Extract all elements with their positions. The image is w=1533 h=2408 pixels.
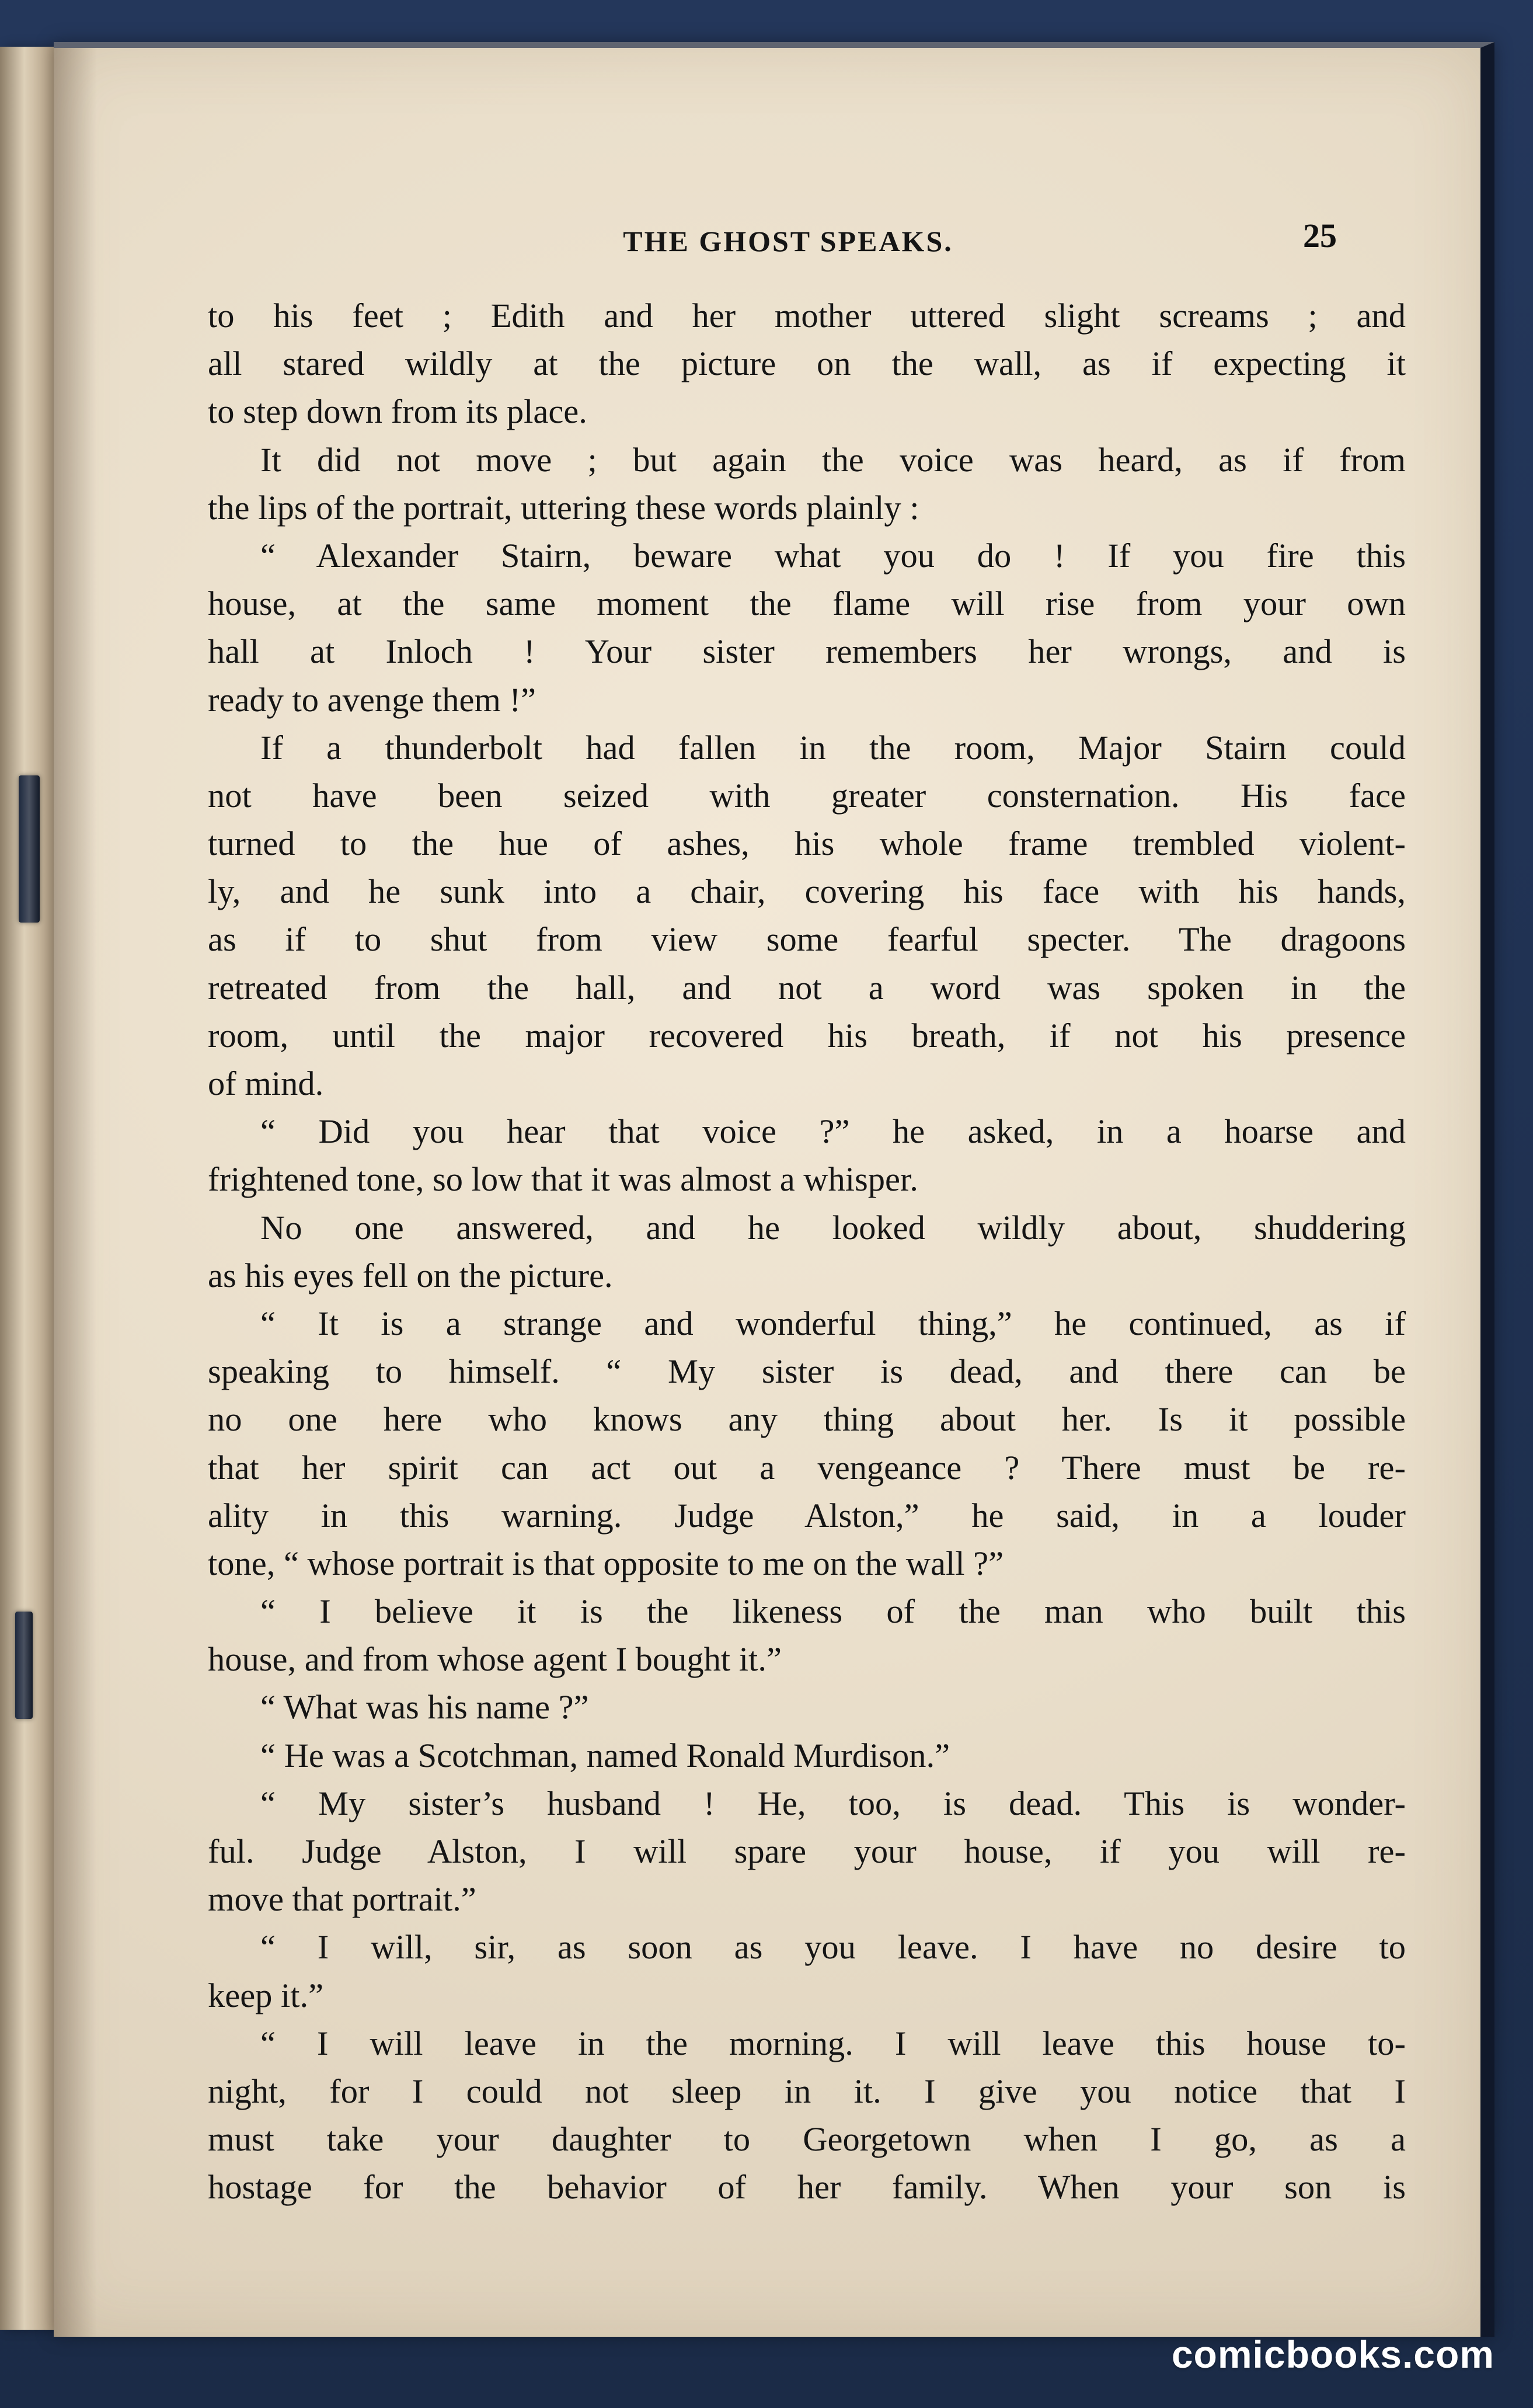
text-line: It did not move ; but again the voice was heard, as if from (260, 440, 1406, 479)
text-line: as his eyes fell on the picture. (208, 1256, 613, 1295)
text-line: “ I will, sir, as soon as you leave. I have no desire to (260, 1928, 1406, 1967)
text-line: If a thunderbolt had fallen in the room, Major Stairn could (260, 728, 1406, 767)
text-line: “ I believe it is the likeness of the man who built this (260, 1592, 1406, 1631)
text-line: room, until the major recovered his breath, if not his presence (208, 1016, 1406, 1055)
text-line: frightened tone, so low that it was almost a whisper. (208, 1160, 918, 1199)
text-line: not have been seized with greater consternation. His face (208, 776, 1406, 815)
text-line: house, at the same moment the flame will rise from your own (208, 584, 1406, 623)
binding-thread (19, 775, 40, 923)
text-line: “ He was a Scotchman, named Ronald Murdison.” (260, 1736, 950, 1774)
text-line: house, and from whose agent I bought it.” (208, 1640, 782, 1679)
text-line: hall at Inloch ! Your sister remembers her wrongs, and is (208, 632, 1406, 671)
text-line: all stared wildly at the picture on the wall, as if expecting it (208, 345, 1406, 383)
text-line: move that portrait.” (208, 1880, 476, 1919)
text-line: the lips of the portrait, uttering these words plainly : (208, 488, 919, 527)
page-number: 25 (1303, 217, 1337, 255)
running-head: THE GHOST SPEAKS. (623, 225, 953, 257)
text-line: that her spirit can act out a vengeance ? There must be re- (208, 1448, 1406, 1487)
text-line: night, for I could not sleep in it. I give you notice that I (208, 2072, 1406, 2110)
text-line: “ It is a strange and wonderful thing,” he continued, as if (260, 1304, 1406, 1342)
binding-thread (15, 1612, 33, 1719)
page-body-text (208, 292, 1406, 2212)
text-line: “ My sister’s husband ! He, too, is dead. This is wonder- (260, 1784, 1406, 1822)
site-watermark: comicbooks.com (1171, 2333, 1494, 2376)
text-line: ality in this warning. Judge Alston,” he said, in a louder (208, 1496, 1406, 1534)
text-line: retreated from the hall, and not a word was spoken in the (208, 968, 1406, 1007)
text-line: No one answered, and he looked wildly about, shuddering (260, 1208, 1406, 1247)
text-line: “ What was his name ?” (260, 1688, 589, 1727)
text-line: ly, and he sunk into a chair, covering his face with his hands, (208, 872, 1406, 911)
text-line: hostage for the behavior of her family. When your son is (208, 2168, 1406, 2207)
text-line: tone, “ whose portrait is that opposite to me on the wall ?” (208, 1544, 1004, 1582)
text-line: must take your daughter to Georgetown when I go, as a (208, 2120, 1406, 2159)
page-gutter-shadow (54, 48, 97, 2337)
text-line: ful. Judge Alston, I will spare your house, if you will re- (208, 1832, 1406, 1870)
text-line: ready to avenge them !” (208, 680, 536, 719)
text-line: speaking to himself. “ My sister is dead, and there can be (208, 1352, 1406, 1391)
left-page-edge (0, 47, 54, 2330)
text-line: “ Did you hear that voice ?” he asked, in a hoarse and (260, 1112, 1406, 1151)
text-line: to his feet ; Edith and her mother uttered slight screams ; and (208, 297, 1406, 335)
text-line: turned to the hue of ashes, his whole frame trembled violent- (208, 824, 1406, 863)
text-line: “ Alexander Stairn, beware what you do ! If you fire this (260, 536, 1406, 575)
text-line: to step down from its place. (208, 392, 587, 431)
text-line: no one here who knows any thing about her. Is it possible (208, 1400, 1406, 1439)
text-line: as if to shut from view some fearful specter. The dragoons (208, 920, 1406, 959)
text-line: of mind. (208, 1064, 324, 1102)
text-line: keep it.” (208, 1976, 324, 2014)
text-line: “ I will leave in the morning. I will leave this house to- (260, 2024, 1406, 2062)
